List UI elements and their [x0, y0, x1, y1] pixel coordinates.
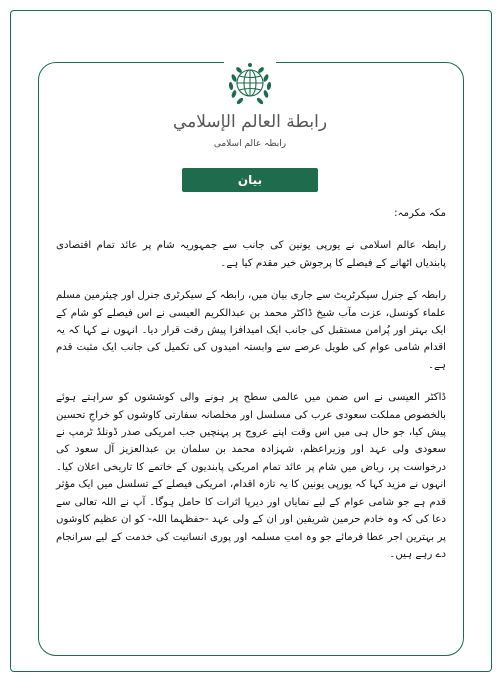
org-name-arabic: رابطة العالم الإسلامي	[172, 112, 328, 132]
paragraph-3: ڈاکٹر العیسی نے اس ضمن میں عالمی سطح پر ہونے والی کوششوں کو سراہتے ہوئے بالخصوص مملکت سعودی عرب کی مسلسل اور مخلصانہ سفارتی کاوشوں کو خراجِ تحسین پیش کیا، جو حال ہی میں اس وقت اپنے عروج پر پہنچیں جب امریکی صدر ڈونلڈ ٹرمپ نے سعودی ولی عہد اور وزیراعظم، شہزادہ محمد بن سلمان بن عبدالعزیز آل سعود کی درخواست پر، ریاض میں شام پر عائد تمام امریکی پابندیوں کے خاتمے کا تاریخی اعلان کیا۔ انہوں نے مزید کہا کہ یورپی یونین کا یہ تازہ اقدام، امریکی فیصلے کے تسلسل میں ایک مؤثر قدم ہے جو شامی عوام کے لیے نمایاں اور دیرپا اثرات کا حامل ہوگا۔ آپ نے اللہ تعالی سے دعا کی کہ وہ خادم حرمین شریفین اور ان کے ولی عہد -حفظہما اللہ- کو ان عظیم کاوشوں پر بہترین اجر عطا فرمائے جو وہ امتِ مسلمہ اور پوری انسانیت کی خدمت کے لیے سرانجام دے رہے ہیں۔	[56, 392, 446, 560]
paragraph-2: رابطہ کے جنرل سیکرٹریٹ سے جاری بیان میں، رابطہ کے سیکرٹری جنرل اور چیئرمین مسلم علماء کونسل، عزت مآب شیخ ڈاکٹر محمد بن عبدالکریم العیسی نے اس فیصلے کو شام کے ایک بہتر اور پُرامن مستقبل کی جانب ایک امیدافزا پیش رفت قرار دیا۔ انہوں نے کہا کہ یہ اقدام شامی عوام کی طویل عرصے سے وابستہ امیدوں کی تکمیل کی جانب ایک مثبت قدم ہے۔	[56, 290, 446, 371]
statement-body	[56, 205, 446, 578]
statement-badge: بیان	[182, 168, 318, 192]
globe-emblem-icon	[222, 56, 278, 112]
location-line: مکہ مکرمہ:	[394, 208, 446, 219]
paragraph-1: رابطہ عالم اسلامی نے یورپی یونین کی جانب سے جمہوریہ شام پر عائد تمام اقتصادی پابندیاں اٹھانے کے فیصلے کا پرجوش خیر مقدم کیا ہے۔	[56, 240, 446, 269]
org-name-urdu: رابطہ عالم اسلامی	[213, 139, 287, 149]
